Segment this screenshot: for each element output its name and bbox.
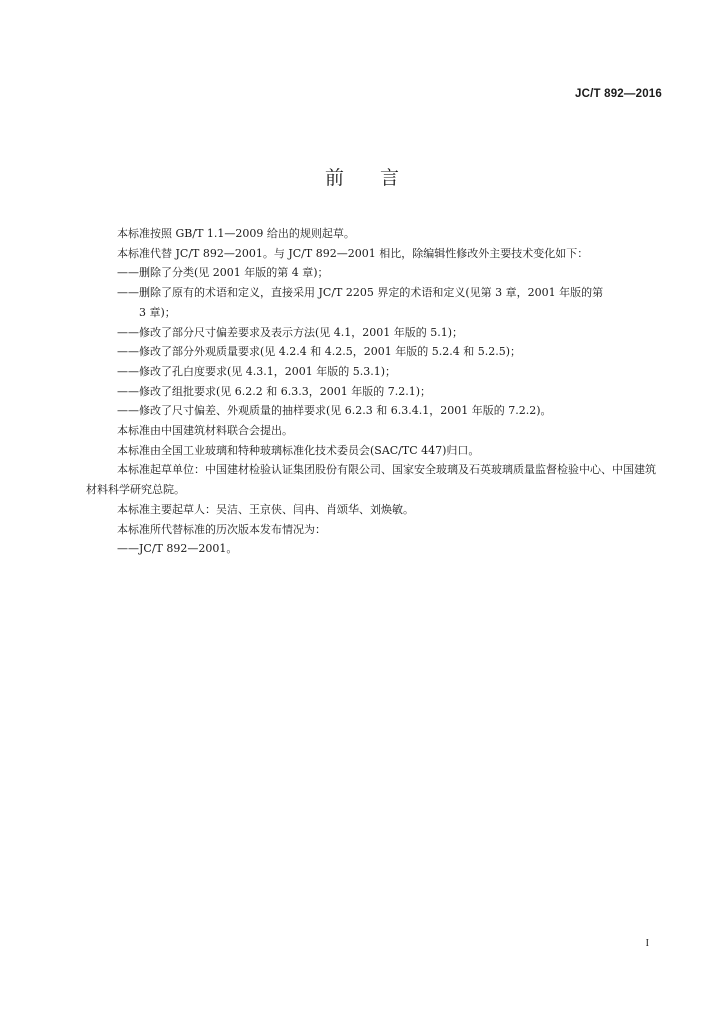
section-title: 前 言 [324,167,415,189]
paragraph: 本标准由全国工业玻璃和特种玻璃标准化技术委员会(SAC/TC 447)归口。 [117,443,480,457]
list-item: ——修改了组批要求(见 6.2.2 和 6.3.3，2001 年版的 7.2.1)； [117,384,432,398]
list-item: ——修改了孔白度要求(见 4.3.1，2001 年版的 5.3.1)； [117,364,397,378]
paragraph: 本标准所代替标准的历次版本发布情况为： [117,522,326,536]
list-item: ——JC/T 892—2001。 [117,542,238,556]
paragraph: 本标准由中国建筑材料联合会提出。 [117,424,293,438]
list-item: ——删除了原有的术语和定义，直接采用 JC/T 2205 界定的术语和定义(见第 3 章，2001 年版的第 [117,286,604,300]
page-number: I [645,938,649,949]
list-item: ——删除了分类(见 2001 年版的第 4 章)； [117,266,329,280]
list-item: ——修改了部分外观质量要求(见 4.2.4 和 4.2.5，2001 年版的 5.2.4 和 5.2.5)； [117,345,522,359]
paragraph: 本标准主要起草人：吴洁、王京侠、闫冉、肖颂华、刘焕敏。 [117,502,414,516]
list-item: ——修改了尺寸偏差、外观质量的抽样要求(见 6.2.3 和 6.3.4.1，2001 年版的 7.2.2)。 [117,404,552,418]
list-item-continuation: 3 章)； [139,305,176,319]
paragraph: 本标准起草单位：中国建材检验认证集团股份有限公司、国家安全玻璃及石英玻璃质量监督检验中心、中国建筑材料科学研究总院。 [86,463,656,497]
foreword-body [86,224,664,559]
list-item: ——修改了部分尺寸偏差要求及表示方法(见 4.1，2001 年版的 5.1)； [117,325,464,339]
paragraph: 本标准按照 GB/T 1.1—2009 给出的规则起草。 [117,227,355,240]
document-code: JC/T 892—2016 [575,88,662,100]
paragraph: 本标准代替 JC/T 892—2001。与 JC/T 892—2001 相比，除编辑性修改外主要技术变化如下： [117,246,589,260]
